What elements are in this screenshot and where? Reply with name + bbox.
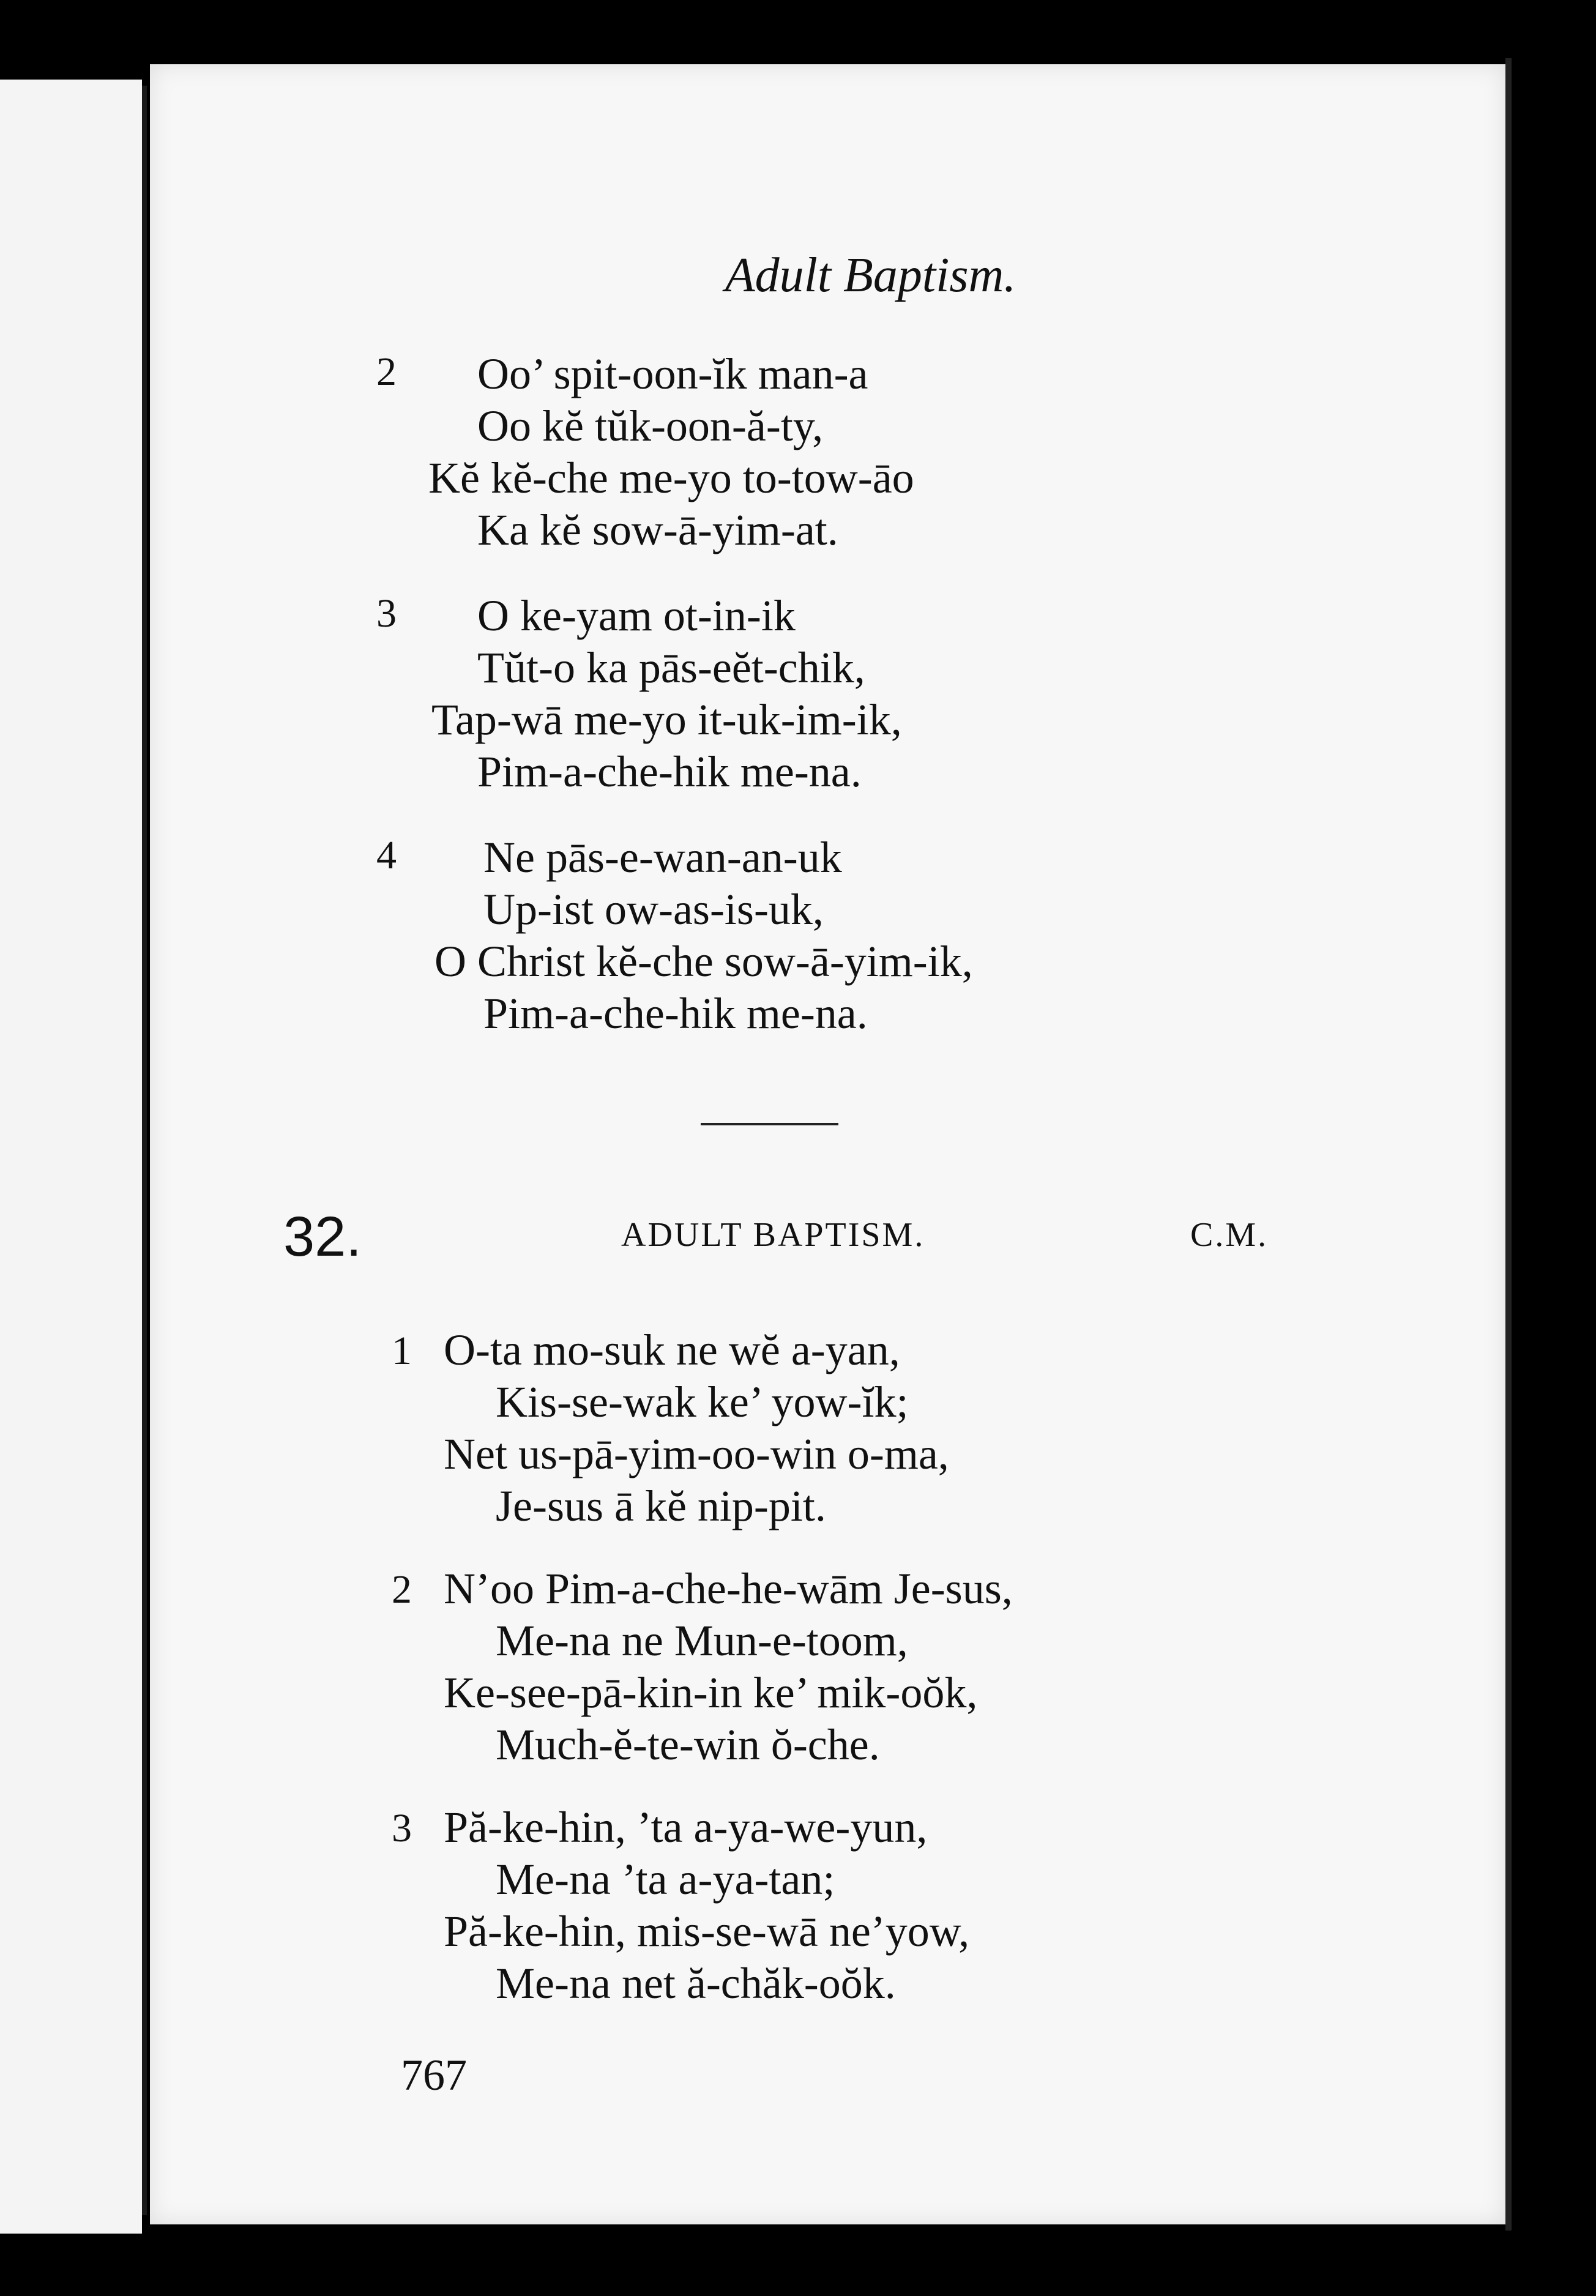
verse-line: Me-na ’ta a-ya-tan; (496, 1855, 835, 1904)
verse-line: Pim-a-che-hik me-na. (477, 747, 862, 796)
verse-line: Me-na net ă-chăk-oŏk. (496, 1959, 896, 2008)
stanza-number: 3 (376, 591, 397, 636)
verse-line: Pă-ke-hin, mis-se-wā ne’yow, (444, 1907, 970, 1956)
stanza-number: 4 (376, 833, 397, 878)
stanza-number: 1 (392, 1329, 412, 1373)
verse-line: Pă-ke-hin, ’ta a-ya-we-yun, (444, 1803, 928, 1852)
section-divider (701, 1123, 838, 1125)
verse-line: Tap-wā me-yo it-uk-im-ik, (431, 695, 902, 744)
stanza-number: 3 (392, 1806, 412, 1851)
verse-line: Me-na ne Mun-e-toom, (496, 1616, 908, 1665)
hymn-meter: C.M. (1190, 1216, 1269, 1254)
verse-line: Je-sus ā kĕ nip-pit. (496, 1482, 826, 1530)
verse-line: O ke-yam ot-in-ik (477, 591, 796, 640)
verse-line: Ke-see-pā-kin-in ke’ mik-oŏk, (444, 1668, 978, 1717)
verse-line: N’oo Pim-a-che-he-wām Je-sus, (444, 1564, 1013, 1613)
running-header: Adult Baptism. (725, 248, 1016, 302)
verse-line: Kĕ kĕ-che me-yo to-tow-āo (428, 453, 914, 502)
scan-border (1512, 58, 1596, 2243)
stanza-number: 2 (392, 1567, 412, 1612)
verse-line: Up-ist ow-as-is-uk, (483, 885, 824, 934)
verse-line: O Christ kĕ-che sow-ā-yim-ik, (434, 937, 973, 986)
hymn-number: 32. (283, 1206, 362, 1268)
verse-line: O-ta mo-suk ne wĕ a-yan, (444, 1325, 900, 1374)
verse-line: Pim-a-che-hik me-na. (483, 989, 868, 1038)
book-page (150, 64, 1505, 2224)
hymn-title: ADULT BAPTISM. (621, 1216, 925, 1254)
verse-line: Oo’ spit-oon-ĭk man-a (477, 349, 868, 398)
gutter-line (142, 86, 147, 2215)
page-number: 767 (401, 2051, 467, 2100)
verse-line: Ne pās-e-wan-an-uk (483, 833, 842, 882)
stanza-number: 2 (376, 349, 397, 394)
verse-line: Tŭt-o ka pās-eĕt-chik, (477, 643, 865, 692)
verse-line: Oo kĕ tŭk-oon-ă-ty, (477, 401, 824, 450)
verse-line: Ka kĕ sow-ā-yim-at. (477, 505, 838, 554)
verse-line: Much-ĕ-te-win ŏ-che. (496, 1720, 880, 1769)
verse-line: Net us-pā-yim-oo-win o-ma, (444, 1429, 949, 1478)
page-edge (1505, 58, 1512, 2231)
facing-page-edge (0, 80, 142, 2234)
verse-line: Kis-se-wak ke’ yow-ĭk; (496, 1377, 909, 1426)
